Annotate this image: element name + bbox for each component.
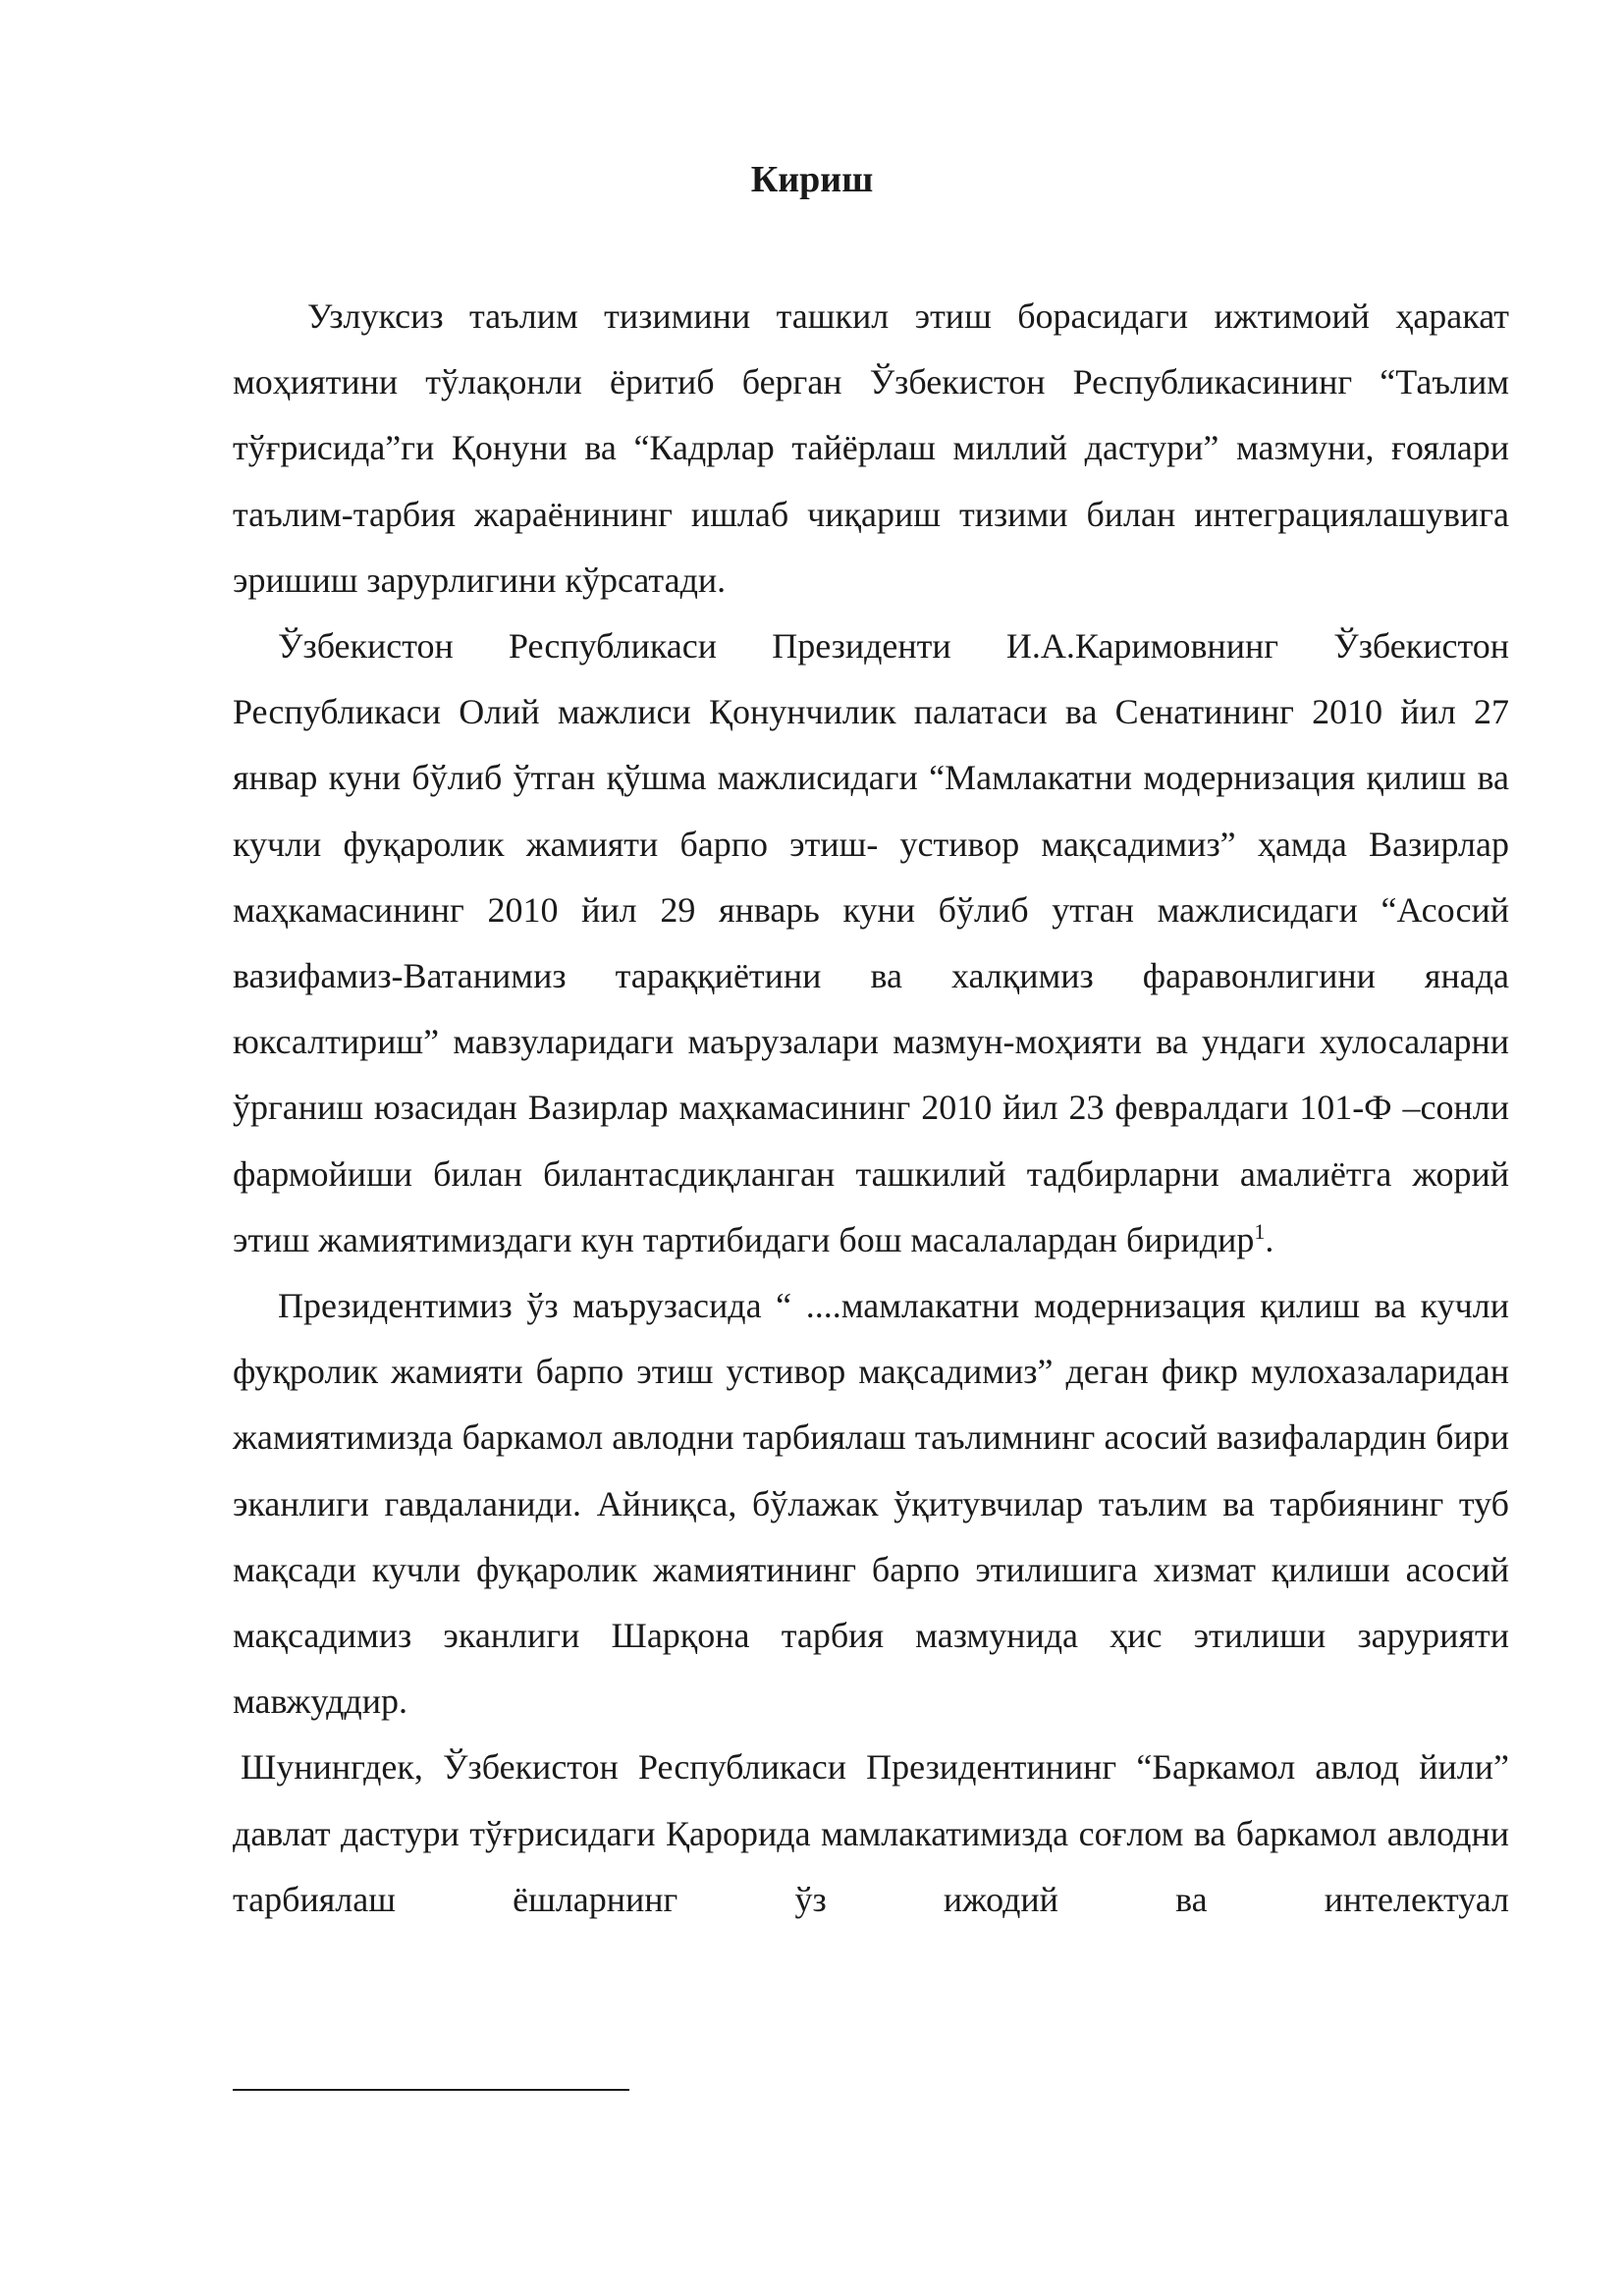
paragraph-harmonious-generation: Шунингдек, Ўзбекистон Республикаси Президентининг “Баркамол авлод йили” давлат дастури тўғрисидаги Қарорида мамлакатимизда соғлом ва баркамол авлодни тарбиялаш ёшларнинг ўз ижодий ва интелектуал [233, 1747, 1509, 1919]
paragraph-text: Ўзбекистон Республикаси Президенти И.А.Каримовнинг Ўзбекистон Республикаси Олий мажлиси Қонунчилик палатаси ва Сенатининг 2010 йил 27 январ куни бўлиб ўтган қўшма мажлисидаги “Мамлакатни модернизация қилиш ва кучли фуқаролик жамияти барпо этиш- устивор мақсадимиз” ҳамда Вазирлар маҳкамасининг 2010 йил 29 январь куни бўлиб утган мажлисидаги “Асосий вазифамиз-Ватанимиз тараққиётини ва халқимиз фаравонлигини янада юксалтириш” мавзуларидаги маърузалари мазмун-моҳияти ва ундаги хулосаларни ўрганиш юзасидан Вазирлар маҳкамасининг 2010 йил 23 февралдаги 101-Ф –сонли фармойиши билан билантасдиқланган ташкилий тадбирларни амалиётга жорий этиш жамиятимиздаги кун тартибидаги бош масалалардан биридир [233, 626, 1509, 1259]
paragraph-president-speech [233, 614, 1509, 1273]
footnote-reference[interactable]: 1 [1254, 1218, 1266, 1244]
body-text [233, 284, 1509, 1933]
paragraph-end-punctuation: . [1265, 1219, 1274, 1259]
footnote-separator [233, 2089, 629, 2091]
paragraph-president-report: Президентимиз ўз маърузасида “ ....мамлакатни модернизация қилиш ва кучли фуқролик жамияти барпо этиш устивор мақсадимиз” деган фикр мулохазаларидан жамиятимизда баркамол авлодни тарбиялаш таълимнинг асосий вазифалардин бири эканлиги гавдаланиди. Айниқса, бўлажак ўқитувчилар таълим ва тарбиянинг туб мақсади кучли фуқаролик жамиятининг барпо этилишига хизмат қилиши асосий мақсадимиз эканлиги Шарқона тарбия мазмунида ҳис этилиши зарурияти мавжуддир. [233, 1286, 1509, 1722]
page-title: Кириш [750, 159, 874, 200]
paragraph-intro: Узлуксиз таълим тизимини ташкил этиш борасидаги ижтимоий ҳаракат моҳиятини тўлақонли ёритиб берган Ўзбекистон Республикасининг “Таълим тўғрисида”ги Қонуни ва “Кадрлар тайёрлаш миллий дастури” мазмуни, ғоялари таълим-тарбия жараёнининг ишлаб чиқариш тизими билан интеграциялашувига эришиш зарурлигини кўрсатади. [233, 296, 1509, 600]
